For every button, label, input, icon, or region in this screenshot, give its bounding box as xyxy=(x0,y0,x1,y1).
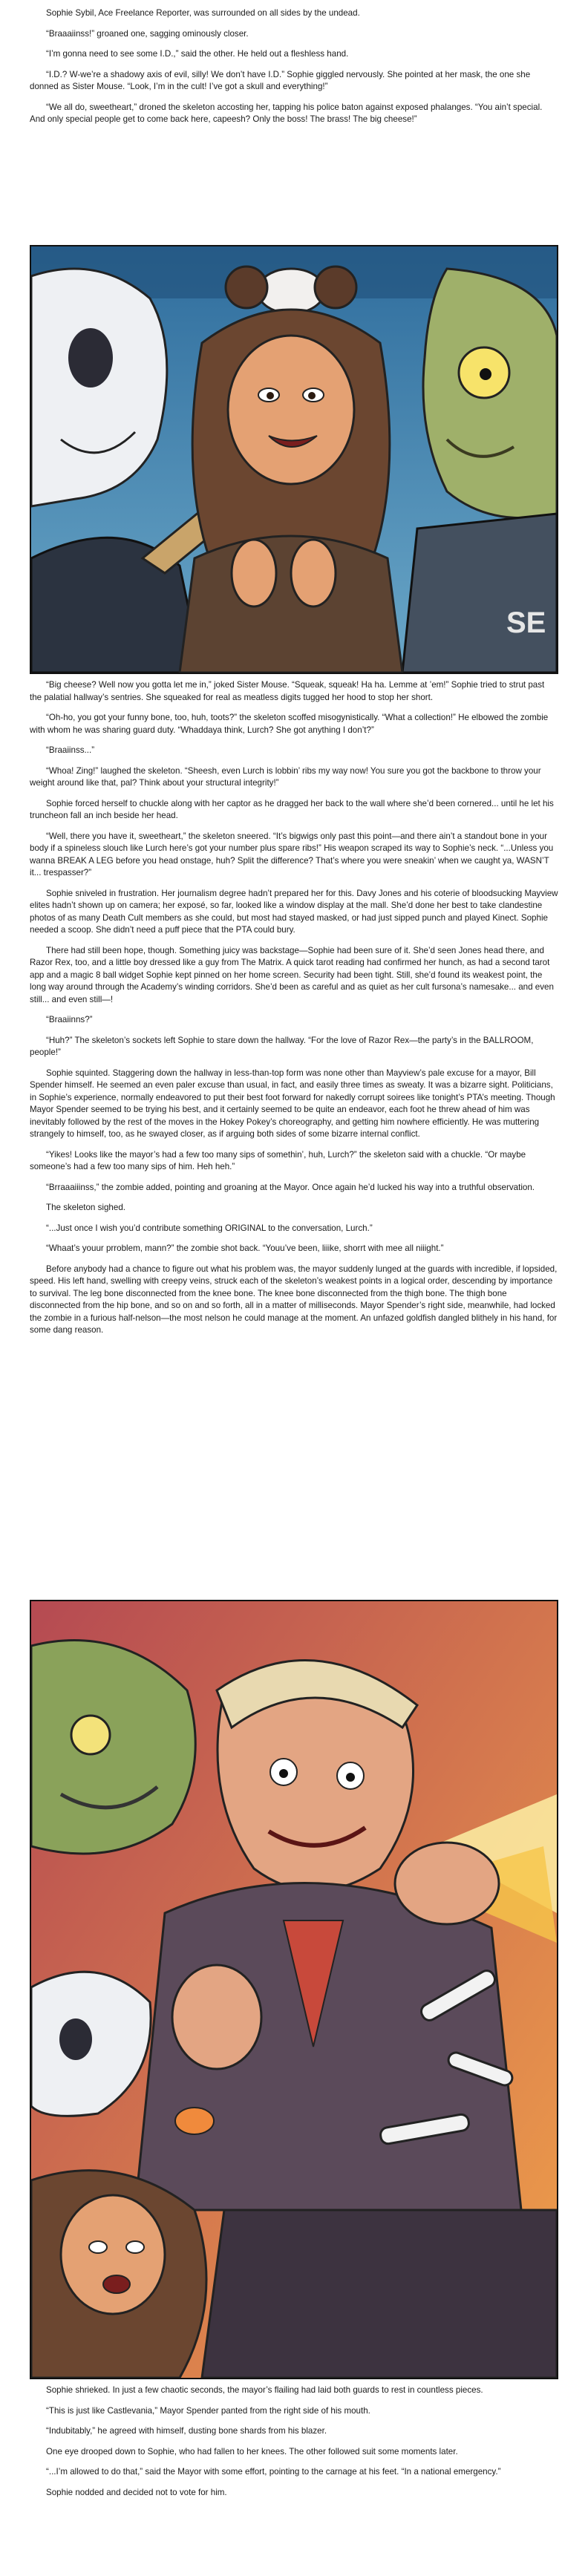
comic-illustration-mayor-attack xyxy=(30,1600,558,2379)
paragraph: “This is just like Castlevania,” Mayor Spender panted from the right side of his mouth. xyxy=(46,2405,370,2416)
illustration-guards-art xyxy=(31,246,557,673)
story-text-block-3 xyxy=(30,2384,558,2507)
uniform-lettering: SE xyxy=(506,607,546,639)
paragraph: There had still been hope, though. Something juicy was backstage—Sophie had been sure of it. She’d seen Jones head there, and Razor Rex, too, and a little boy dressed like a guy from The Matrix. A quick tarot reading had confirmed her hunch, as had a second tarot app and a magic 8 ball widget Sophie kept pinned on her home screen. Security had been tight. Still, she’d found its weakest point, the long way around through the Academy’s winding corridors. She’d been as careful and as quiet as her cult fursona’s namesake... and even still... and even still—! xyxy=(30,945,554,1004)
sophie-crouching xyxy=(31,2171,206,2378)
paragraph: “Well, there you have it, sweetheart,” the skeleton sneered. “It’s bigwigs only past this point—and there ain’t a standout bone in your body if a spineless slouch like Lurch here’s got your number plus spare ribs!” His weapon scraped its way to Sophie’s neck. “...Unless you wanna BREAK A LEG before you head onstage, huh? Split the difference? That’s where you were sneakin’ when we caught ya, WASN’T it... trespasser?” xyxy=(30,831,554,877)
paragraph: “I.D.? W-we’re a shadowy axis of evil, silly! We don’t have I.D.” Sophie giggled nervously. She pointed at her mask, the one she donned as Sister Mouse. “Look, I’m in the cult! I’ve got a skull and everything!” xyxy=(30,69,531,91)
paragraph: Sophie squinted. Staggering down the hallway in less-than-top form was none other than Mayview’s pale excuse for a mayor, Bill Spender himself. He seemed an even paler excuse than usual, in fact, and easily three times as sweaty. It was a bizarre sight. Politicians, in Sophie’s experience, normally endeavored to put their best foot forward for nakedly corrupt soirees like tonight’s PTA’s meeting. Though Mayor Spender seemed to be trying his best, and it certainly seemed to be quite an endeavor, each foot he threw ahead of him was inevitably followed by the rest of the moves in the Hokey Pokey’s choreography, and getting him nowhere efficiently. He was muttering strangely to himself, too, as he swayed closer, as if arguing both sides of some bizarre internal conflict. xyxy=(30,1068,555,1139)
paragraph: “...Just once I wish you’d contribute something ORIGINAL to the conversation, Lurch.” xyxy=(46,1223,373,1233)
paragraph: “Oh-ho, you got your funny bone, too, huh, toots?” the skeleton scoffed misogynistically. “What a collection!” He elbowed the zombie with whom he was sharing guard duty. “Whaddaya think, Lurch? She got anything I don’t?” xyxy=(30,713,549,735)
paragraph: Sophie sniveled in frustration. Her journalism degree hadn’t prepared her for this. Davy Jones and his coterie of bloodsucking Mayview elites hadn’t shown up on camera; her exposé, so far, looked like a window display at the mall. She’d done her best to take clandestine photos of as many Death Cult members as she could, but most had stayed masked, or had just sipped punch and played Kinect. Sophie needed a scoop. She didn’t need a puff piece that the PTA could bury. xyxy=(30,888,558,935)
paragraph: One eye drooped down to Sophie, who had fallen to her knees. The other followed suit some moments later. xyxy=(46,2446,458,2456)
paragraph: Before anybody had a chance to figure out what his problem was, the mayor suddenly lunged at the guards with incredible, if lopsided, speed. His left hand, swelling with creepy veins, struck each of the skeleton’s weakest points in a logical order, descending by importance to survival. The leg bone disconnected from the knee bone. The knee bone disconnected from the thigh bone. The thigh bone disconnected from the hip bone, and so on and so forth, all in a matter of milliseconds. Mayor Spender’s right side, meanwhile, had locked the zombie in a furious half-nelson—the most nelson he could manage at the moment. An unfazed goldfish dangled blithely in his hand, for some dang reason. xyxy=(30,1264,558,1335)
paragraph: Sophie shrieked. In just a few chaotic seconds, the mayor’s flailing had laid both guards to rest in countless pieces. xyxy=(46,2385,483,2395)
paragraph: “Huh?” The skeleton’s sockets left Sophie to stare down the hallway. “For the love of Razor Rex—the party’s in the BALLROOM, people!” xyxy=(30,1035,534,1057)
paragraph: “Yikes! Looks like the mayor’s had a few too many sips of somethin’, huh, Lurch?” the skeleton said with a chuckle. “Or maybe someone’s had a few too many sips of him. Heh heh.” xyxy=(30,1149,526,1171)
paragraph: Sophie nodded and decided not to vote for him. xyxy=(46,2487,227,2497)
illustration-mayor-attack-art xyxy=(31,1601,557,2378)
goldfish xyxy=(175,2108,214,2134)
paragraph: “Indubitably,” he agreed with himself, dusting bone shards from his blazer. xyxy=(46,2426,327,2436)
comic-illustration-guards xyxy=(30,245,558,674)
paragraph: “Big cheese? Well now you gotta let me in,” joked Sister Mouse. “Squeak, squeak! Ha ha. Lemme at ’em!” Sophie tried to strut past the palatial hallway’s sentries. She squeaked for real as meatless digits tugged her hood to stop her short. xyxy=(30,680,545,702)
paragraph: “Whaat’s youur prroblem, mann?” the zombie shot back. “Youu’ve been, liiike, shorrt with mee all niiight.” xyxy=(46,1243,444,1253)
paragraph: “We all do, sweetheart,” droned the skeleton accosting her, tapping his police baton against exposed phalanges. “You ain’t special. And only special people get to come back here, capeesh? Only the boss! The brass! The big cheese!” xyxy=(30,102,543,124)
paragraph: Sophie forced herself to chuckle along with her captor as he dragged her back to the wall where she’d been cornered... until he let his truncheon fall an inch beside her head. xyxy=(30,798,554,820)
story-text-block-1 xyxy=(30,7,558,134)
paragraph: “Whoa! Zing!” laughed the skeleton. “Sheesh, even Lurch is lobbin’ ribs my way now! You sure you got the backbone to throw your weight around like that, pal? Think about your structural integrity!” xyxy=(30,765,541,788)
paragraph: “I’m gonna need to see some I.D.,” said the other. He held out a fleshless hand. xyxy=(46,49,349,59)
paragraph: The skeleton sighed. xyxy=(46,1203,125,1212)
paragraph: Sophie Sybil, Ace Freelance Reporter, was surrounded on all sides by the undead. xyxy=(46,8,360,18)
paragraph: “...I’m allowed to do that,” said the Mayor with some effort, pointing to the carnage at his feet. “In a national emergency.” xyxy=(46,2467,501,2477)
paragraph: “Braaaiinss!” groaned one, sagging ominously closer. xyxy=(46,28,249,39)
paragraph: “Brraaaiiinss,” the zombie added, pointing and groaning at the Mayor. Once again he’d lucked his way into a truthful observation. xyxy=(46,1182,535,1192)
story-text-block-2 xyxy=(30,679,558,1345)
paragraph: “Braaiinns?” xyxy=(46,1015,93,1024)
paragraph: “Braaiinss...” xyxy=(46,745,95,755)
